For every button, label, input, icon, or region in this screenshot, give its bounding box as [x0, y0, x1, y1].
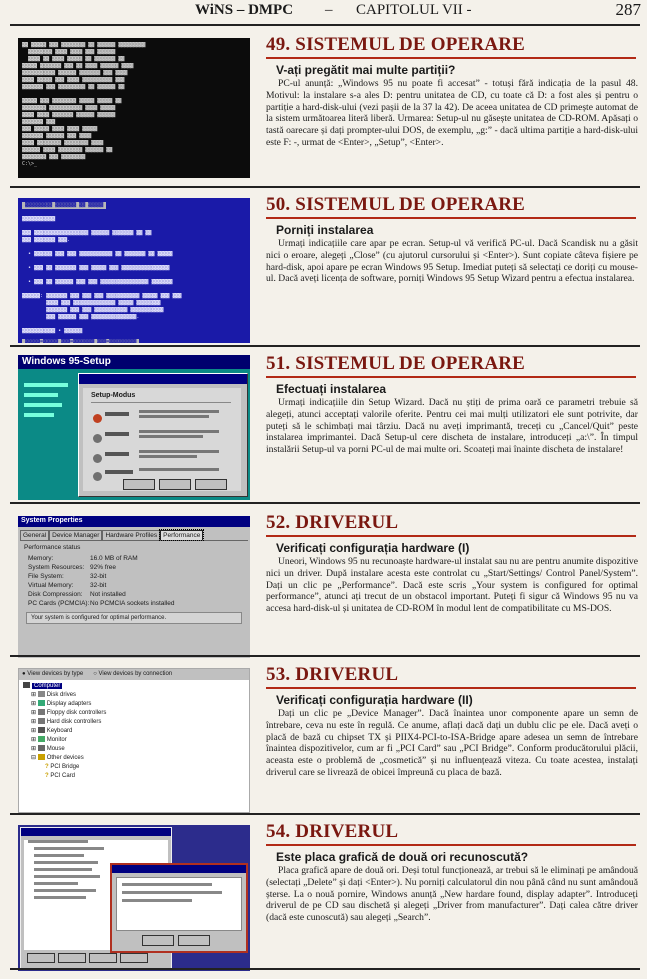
section-rule: [266, 844, 636, 846]
sysprop-tabs: [20, 530, 248, 540]
screenshot-blue-setup: ▓▓▓▓▓▓▓▓▓ ▓▓▓▓▓▓▓ ▓▓ ▓▓▓▓▓ ▓▓▓▓▓▓▓▓▓▓▓ ▓▓▓ ▓▓▓▓▓▓▓▓▓▓▓▓▓▓▓▓▓▓ ▓▓▓▓▓▓ ▓▓▓▓▓▓▓ ▓▓ ▓▓ ▓▓▓ ▓▓▓▓▓▓▓ ▓▓▓. • ▓▓▓▓▓▓ ▓▓▓ ▓▓▓ ▓▓▓▓▓▓▓▓▓▓▓ ▓▓ ▓▓▓▓▓▓▓ ▓▓ ▓▓▓▓▓ • ▓▓▓ ▓▓ ▓▓▓▓▓▓▓ ▓▓▓ ▓▓▓▓▓ ▓▓▓ ▓▓▓▓▓▓▓▓▓▓▓▓▓▓▓▓ • ▓▓▓ ▓▓ ▓▓▓▓▓▓ ▓▓▓ ▓▓▓ ▓▓▓▓▓▓▓▓▓▓▓▓▓▓▓▓ ▓▓▓▓▓▓▓ ▓▓▓▓▓▓: ▓▓▓▓▓▓▓ ▓▓▓ ▓▓▓ ▓▓▓ ▓▓▓▓▓▓▓▓▓▓▓ ▓▓▓▓▓ ▓▓▓ ▓▓▓ ▓▓▓▓ ▓▓▓ ▓▓▓▓▓▓▓▓▓▓▓▓▓▓ ▓▓▓▓▓ ▓▓▓▓▓▓▓▓ ▓▓▓▓▓▓▓ ▓▓▓ ▓▓▓ ▓▓▓▓▓▓▓▓▓▓▓ ▓▓▓▓▓▓▓▓▓▓▓ ▓▓▓ ▓▓▓▓▓▓ ▓▓▓ ▓▓▓▓▓▓▓▓▓▓▓▓▓▓▓. ▓▓▓▓▓▓▓▓▓▓▓ • ▓▓▓▓▓▓ ▓▓▓▓▓=▓▓▓▓▓ ▓▓▓=▓▓▓▓▓▓▓ ▓▓▓=▓▓▓▓▓▓▓▓▓: [18, 198, 250, 343]
screenshot-device-manager: [18, 668, 250, 813]
question-mark-icon: ?: [45, 764, 49, 770]
screenshot-display-adapters: [18, 825, 250, 971]
section-subtitle: Este placa grafică de două ori recunoscută?: [276, 850, 529, 864]
header-rule: [10, 24, 640, 26]
perf-message: Your system is configured for optimal performance.: [26, 612, 242, 624]
dialog-cancel-button[interactable]: [178, 935, 210, 946]
section-49: [0, 30, 647, 185]
section-54: [0, 817, 647, 967]
perf-row: Disk Compression: Not installed: [28, 591, 126, 598]
perf-row: Virtual Memory: 32-bit: [28, 582, 107, 589]
section-body: Uneori, Windows 95 nu recunoaște hardware-ul instalat sau nu are pentru anumite dispozitive nici un driver. După instalare acesta este controlat cu „Start/Settings/ Control Panel/System”. Dați un clic pe „Performance”. Dacă este scris „Your system is configured for optimal performance”, atunci ați trecut de un obstacol important. Puteți fi sigur că Windows 95 nu va accesa hard-disk-ul și unitatea de CD-ROM în modul lent de compatibilitate cu MS-DOS.: [266, 556, 638, 615]
tree-item[interactable]: ⊟ Other devices: [31, 755, 84, 761]
section-body: PC-ul anunță: „Windows 95 nu poate fi accesat” - totuși fără indicația de la pasul 48. Motivul: la instalare s-a ales D: pentru unitatea de CD, cu toate că D: a fost ales și pentru o partiție a hard-disk-ului (vezi pașii de la 37 la 42). De aceea unitatea de CD primește automat de la sistem următoarea literă liberă. Urmarea: Setup-ul nu găsește unitatea de CD-ROM. Apăsați o tastă oarecare și dați prompter-ului DOS, de exemplu, „g:” - dacă ultima partiție a hard-disk-ului este F: -, urmat de <Enter>, „Setup”, <Enter>.: [266, 78, 638, 148]
section-51: [0, 349, 647, 504]
setup-window-title: Windows 95-Setup: [22, 356, 111, 367]
perf-row: Memory: 16.0 MB of RAM: [28, 555, 138, 562]
tab-general[interactable]: General: [20, 530, 49, 540]
screenshot-dos-prompt: ▓▓ ▓▓▓▓▓ ▓▓▓ ▓▓▓▓▓▓▓▓ ▓▓ ▓▓▓▓▓▓ ▓▓▓▓▓▓▓▓▓ ▓▓▓▓▓▓▓▓ ▓▓▓▓ ▓▓▓▓ ▓▓▓ ▓▓▓▓▓▓ ▓▓▓▓ ▓▓ ▓▓▓▓ ▓▓▓▓▓ ▓▓ ▓▓▓▓▓▓▓ ▓▓ ▓▓▓▓▓ ▓▓▓▓▓▓▓ ▓▓▓ ▓▓ ▓▓▓▓ ▓▓▓▓▓▓ ▓▓▓▓ ▓▓▓▓▓▓▓▓▓▓▓ ▓▓▓▓▓▓ ▓▓▓▓▓▓▓ ▓▓▓ ▓▓▓▓ ▓▓▓▓ ▓▓▓▓▓ ▓▓▓ ▓▓▓▓ ▓▓▓▓▓▓▓▓▓▓ ▓▓▓ ▓▓▓▓▓▓▓ ▓▓▓ ▓▓▓▓▓▓▓▓▓ ▓▓ ▓▓▓▓▓▓ ▓▓ ▓▓▓▓▓ ▓▓▓ ▓▓▓▓▓▓▓▓ ▓▓▓▓▓ ▓▓▓▓▓ ▓▓ ▓▓▓▓▓▓▓▓ ▓▓▓▓▓▓▓▓▓▓▓ ▓▓▓▓ ▓▓▓▓▓ ▓▓▓▓ ▓▓▓▓ ▓▓▓▓▓▓▓ ▓▓▓▓▓▓ ▓▓▓▓▓▓ ▓▓▓▓▓▓▓ ▓▓▓ ▓▓▓ ▓▓▓▓▓ ▓▓▓▓ ▓▓▓▓ ▓▓▓▓▓ ▓▓▓▓▓▓▓ ▓▓▓▓▓▓ ▓▓▓ ▓▓▓▓ ▓▓▓▓ ▓▓▓▓▓▓▓▓ ▓▓▓▓▓▓▓▓ ▓▓▓▓ ▓▓▓▓▓▓ ▓▓▓▓ ▓▓▓▓▓▓▓▓ ▓▓▓▓▓▓ ▓▓ ▓▓▓▓▓▓▓▓ ▓▓▓ ▓▓▓▓▓▓▓▓ C:\>_: [18, 38, 250, 178]
section-rule: [266, 687, 636, 689]
setup-option-custom[interactable]: [93, 468, 102, 486]
tree-item-question[interactable]: ? PCI Card: [45, 773, 76, 779]
dm-button[interactable]: [89, 953, 117, 963]
section-body: Placa grafică apare de două ori. Deși totul funcționează, ar trebui să le eliminați pe amândouă (selectați „Delete” și dați <Enter>). Nu porniți calculatorul din nou până când nu sunt amândouă șterse. La o nouă pornire, Windows anunță „New hardare found, display adapter”. Introduceți driverul de pe CD sau dischetă și alegeți „Driver from manufacturer”. Dați calea către driver (dacă este cunoscută) sau alegeți „Search”.: [266, 865, 638, 924]
setup-back-button[interactable]: [123, 479, 155, 490]
tree-item[interactable]: ⊞ Hard disk controllers: [31, 719, 102, 725]
setup-wizard-window: [78, 373, 248, 497]
section-50: [0, 190, 647, 345]
section-body: Dați un clic pe „Device Manager”. Dacă înaintea unor componente apare un semn de întrebare, ceva nu este în regulă. Ce anume, aflați dacă dați un dublu clic pe ele. Dacă aveți o placă de bază cu chipset TX și PIIX4-PCI-to-ISA-Bridge apare adesea un semn de întrebare înaintea dispozitivelor, cum ar fi „PCI Card” sau „PCI Bridge”. Conform producătorului plăcii, aceasta este o problemă de „cosmetică” și nu influențează viteza. Cu toate acestea, instalați driverul care se livrează de obicei împreună cu placa de bază.: [266, 708, 638, 778]
dm-view-by-type[interactable]: ● View devices by type: [22, 671, 84, 677]
new-hardware-dialog: [110, 863, 248, 953]
section-title: 49. SISTEMUL DE OPERARE: [266, 34, 526, 55]
dm-view-by-connection[interactable]: ○ View devices by connection: [93, 671, 173, 677]
setup-option-typical[interactable]: [93, 410, 102, 428]
section-subtitle: Porniți instalarea: [276, 223, 374, 237]
perf-row: PC Cards (PCMCIA): No PCMCIA sockets installed: [28, 600, 175, 607]
section-rule: [266, 217, 636, 219]
setup-cancel-button[interactable]: [195, 479, 227, 490]
tab-performance[interactable]: Performance: [160, 530, 203, 540]
tab-device-manager[interactable]: Device Manager: [49, 530, 102, 540]
section-title: 53. DRIVERUL: [266, 664, 399, 685]
section-rule: [266, 535, 636, 537]
section-title: 51. SISTEMUL DE OPERARE: [266, 353, 526, 374]
setup-steps-panel: [24, 377, 68, 487]
section-divider: [10, 655, 640, 657]
tree-item[interactable]: ⊞ Monitor: [31, 737, 67, 743]
question-mark-icon: ?: [45, 773, 49, 779]
tree-item[interactable]: ⊞ Keyboard: [31, 728, 73, 734]
dialog-ok-button[interactable]: [142, 935, 174, 946]
section-rule: [266, 376, 636, 378]
page-header: [0, 0, 647, 22]
tree-item-question[interactable]: ? PCI Bridge: [45, 764, 80, 770]
dm-button[interactable]: [27, 953, 55, 963]
setup-option-portable[interactable]: [93, 430, 102, 448]
section-title: 52. DRIVERUL: [266, 512, 399, 533]
sysprop-titlebar: System Properties: [18, 516, 250, 527]
section-title: 54. DRIVERUL: [266, 821, 399, 842]
tree-item[interactable]: ⊞ Disk drives: [31, 692, 77, 698]
header-separator: –: [325, 2, 333, 18]
tree-item[interactable]: ⊞ Display adapters: [31, 701, 92, 707]
tree-item[interactable]: ⊞ Mouse: [31, 746, 65, 752]
setup-mode-heading: Setup-Modus: [91, 392, 136, 399]
section-divider: [10, 502, 640, 504]
section-divider: [10, 186, 640, 188]
perf-row: System Resources: 92% free: [28, 564, 117, 571]
section-subtitle: V-ați pregătit mai multe partiții?: [276, 63, 456, 77]
section-53: [0, 660, 647, 810]
setup-option-compact[interactable]: [93, 450, 102, 468]
section-body: Urmați indicațiile care apar pe ecran. Setup-ul vă verifică PC-ul. Dacă Scandisk nu a găsit nici o eroare, alegeți „Close” (cu ajutorul cursorului și <Enter>). Sunt copiate câteva fișiere pe hard-disk, apoi apare pe ecran Windows 95 Setup. Imediat puteți să selectați ce doriți cu mouse-ul. Dacă aveți licența de software, porniți Windows 95 Setup Wizard pentru a efectua instalarea.: [266, 238, 638, 285]
section-rule: [266, 57, 636, 59]
section-body: Urmați indicațiile din Setup Wizard. Dacă nu știți de prima oară ce parametri trebuie să alegeți, atunci acceptați valorile oferite. Pentru cei mai mulți utilizatori ele sunt potrivite, dar puteți să le schimbați mai târziu. Dacă nu aveți imprimantă, treceți cu „Cancel/Quit” peste instalarea imprimantei. Dacă Setup-ul cere discheta de instalare, introduceți „a:\”. În timpul instalării Setup-ul va porni PC-ul de mai multe ori. Scoateți mai înainte discheta de instalare!: [266, 397, 638, 456]
dm-button[interactable]: [58, 953, 86, 963]
tree-item[interactable]: ⊞ Floppy disk controllers: [31, 710, 107, 716]
section-divider: [10, 345, 640, 347]
section-subtitle: Verificați configurația hardware (II): [276, 693, 473, 707]
section-subtitle: Efectuați instalarea: [276, 382, 387, 396]
section-divider: [10, 968, 640, 970]
perf-row: File System: 32-bit: [28, 573, 107, 580]
section-52: [0, 508, 647, 658]
section-divider: [10, 813, 640, 815]
header-chapter: CAPITOLUL VII -: [356, 2, 472, 18]
page-number: 287: [615, 0, 641, 19]
header-brand: WiNS – DMPC: [195, 2, 294, 18]
screenshot-windows-setup: [18, 355, 250, 500]
section-title: 50. SISTEMUL DE OPERARE: [266, 194, 526, 215]
perf-status-label: Performance status: [24, 544, 81, 551]
screenshot-system-properties: [18, 516, 250, 658]
tree-item-computer[interactable]: Computer: [23, 682, 249, 691]
tab-hardware-profiles[interactable]: Hardware Profiles: [102, 530, 160, 540]
section-subtitle: Verificați configurația hardware (I): [276, 541, 470, 555]
setup-next-button[interactable]: [159, 479, 191, 490]
dm-button[interactable]: [120, 953, 148, 963]
